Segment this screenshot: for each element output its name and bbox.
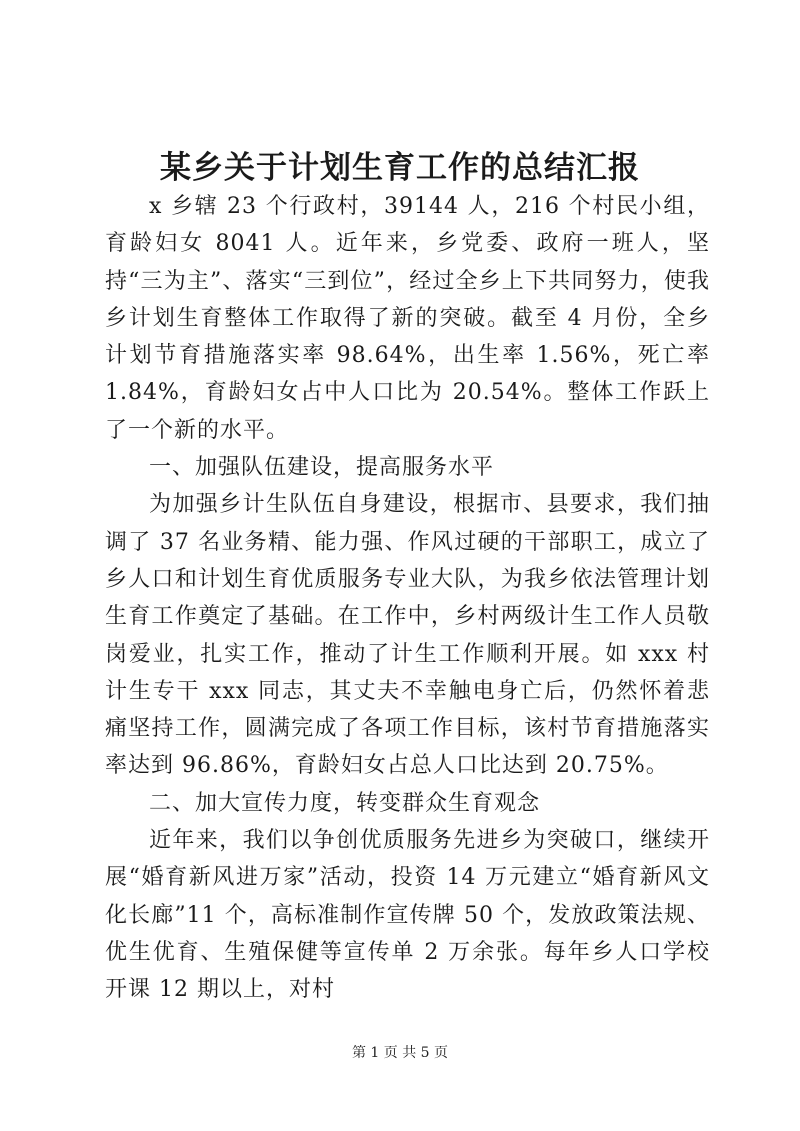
section-heading-1: 一、加强队伍建设，提高服务水平 [149,455,495,481]
document-title: 某乡关于计划生育工作的总结汇报 [160,150,640,186]
document-body [105,188,710,1009]
section-1-paragraph: 为加强乡计生队伍自身建设，根据市、县要求，我们抽调了 37 名业务精、能力强、作风过硬的干部职工，成立了乡人口和计划生育优质服务专业大队，为我乡依法管理计划生育工作奠定了基础。在工作中，乡村两级计生工作人员敬岗爱业，扎实工作，推动了计生工作顺利开展。如 xxx 村计生专干 xxx 同志，其丈夫不幸触电身亡后，仍然怀着悲痛坚持工作，圆满完成了各项工作目标，该村节育措施落实率达到 96.86%，育龄妇女占总人口比达到 20.75%。 [105,492,710,779]
page-footer: 第 1 页 共 5 页 [351,1045,449,1061]
section-heading-2: 二、加大宣传力度，转变群众生育观念 [149,790,541,816]
intro-paragraph: x 乡辖 23 个行政村，39144 人，216 个村民小组，育龄妇女 8041 人。近年来，乡党委、政府一班人，坚持“三为主”、落实“三到位”，经过全乡上下共同努力，使我乡计划生育整体工作取得了新的突破。截至 4 月份，全乡计划节育措施落实率 98.64%，出生率 1.56%，死亡率 1.84%，育龄妇女占中人口比为 20.54%。整体工作跃上了一个新的水平。 [105,194,710,443]
section-2-paragraph: 近年来，我们以争创优质服务先进乡为突破口，继续开展“婚育新风进万家”活动，投资 14 万元建立“婚育新风文化长廊”11 个，高标准制作宣传牌 50 个，发放政策法规、优生优育、生殖保健等宣传单 2 万余张。每年乡人口学校开课 12 期以上，对村 [105,828,710,1003]
